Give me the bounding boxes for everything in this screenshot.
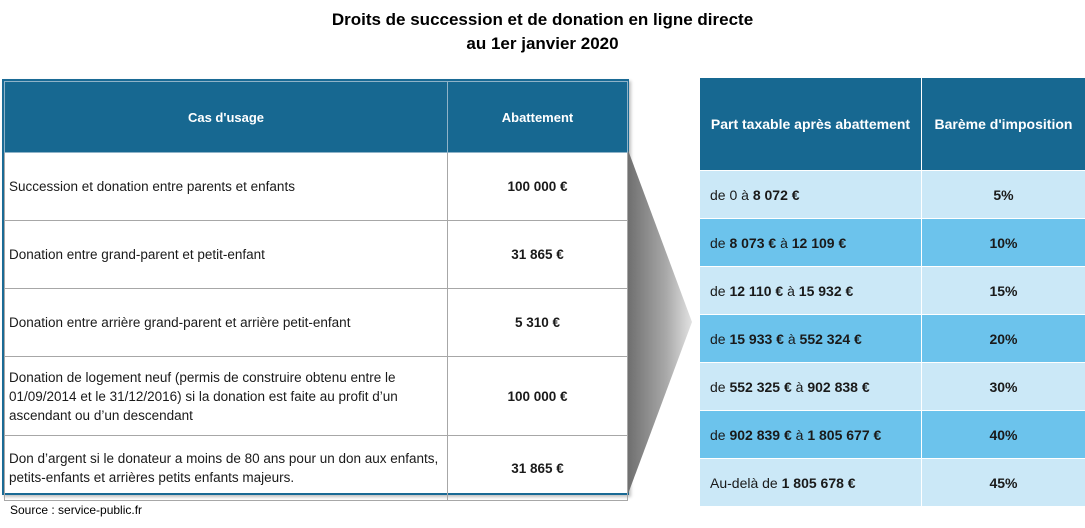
rate-cell: 30%: [922, 363, 1085, 411]
rate-cell: 5%: [922, 171, 1085, 219]
range-from: 902 839 €: [729, 426, 792, 443]
range-from: 552 325 €: [729, 378, 792, 395]
page-title: [0, 8, 1085, 56]
range-cell: [700, 411, 922, 459]
range-prefix: de: [710, 426, 730, 443]
range-to: 902 838 €: [807, 378, 870, 395]
range-mid: à: [791, 378, 808, 395]
header-cas-usage: Cas d'usage: [5, 82, 448, 153]
range-mid: à: [776, 234, 792, 251]
rate-cell: 20%: [922, 315, 1085, 363]
range-from: 15 933 €: [729, 330, 784, 347]
range-prefix: de: [710, 234, 730, 251]
table-row: [5, 289, 628, 357]
allowance-cell: 100 000 €: [448, 153, 628, 221]
range-cell: [700, 363, 922, 411]
range-mid: à: [791, 426, 808, 443]
table-row: [5, 221, 628, 289]
range-mid: à: [783, 330, 800, 347]
case-cell: Donation de logement neuf (permis de construire obtenu entre le 01/09/2014 et le 31/12/2016) si la donation est faite au profit d’un ascendant ou d’un descendant: [5, 357, 448, 436]
range-to: 12 109 €: [791, 234, 847, 251]
range-prefix: de 0 à: [710, 186, 753, 203]
range-to: 1 805 678 €: [781, 474, 856, 491]
title-line-2: au 1er janvier 2020: [466, 34, 619, 53]
case-cell: Donation entre grand-parent et petit-enfant: [5, 221, 448, 289]
range-to: 15 932 €: [798, 282, 854, 299]
table-row: [700, 219, 1085, 267]
range-mid: à: [783, 282, 799, 299]
range-from: 8 073 €: [729, 234, 777, 251]
rate-cell: 40%: [922, 411, 1085, 459]
range-to: 552 324 €: [799, 330, 862, 347]
range-cell: [700, 315, 922, 363]
range-prefix: de: [710, 378, 730, 395]
rate-cell: 10%: [922, 219, 1085, 267]
allowance-cell: 31 865 €: [448, 436, 628, 501]
table-row: [5, 153, 628, 221]
arrow-right-shape: [628, 150, 692, 494]
header-bareme: Barème d'imposition: [922, 78, 1085, 171]
range-to: 8 072 €: [752, 186, 800, 203]
table-row: [700, 171, 1085, 219]
case-cell: Don d’argent si le donateur a moins de 80 ans pour un don aux enfants, petits-enfants et arrières petits enfants majeurs.: [5, 436, 448, 501]
range-cell: [700, 267, 922, 315]
rate-cell: 15%: [922, 267, 1085, 315]
range-from: 12 110 €: [729, 282, 784, 299]
case-cell: Donation entre arrière grand-parent et arrière petit-enfant: [5, 289, 448, 357]
header-abattement: Abattement: [448, 82, 628, 153]
range-prefix: de: [710, 282, 730, 299]
header-part-taxable: Part taxable après abattement: [700, 78, 922, 171]
source-note: Source : service-public.fr: [10, 503, 143, 517]
range-cell: [700, 459, 922, 507]
table-row: [700, 411, 1085, 459]
table-row: [700, 459, 1085, 507]
range-prefix: Au-delà de: [710, 474, 782, 491]
rate-cell: 45%: [922, 459, 1085, 507]
tax-scale-table: [699, 77, 1085, 492]
allowance-cell: 5 310 €: [448, 289, 628, 357]
allowance-cell: 31 865 €: [448, 221, 628, 289]
title-line-1: Droits de succession et de donation en ligne directe: [331, 10, 754, 29]
table-row: [5, 357, 628, 436]
range-prefix: de: [710, 330, 730, 347]
case-cell: Succession et donation entre parents et enfants: [5, 153, 448, 221]
allowance-cell: 100 000 €: [448, 357, 628, 436]
allowance-table: [2, 79, 629, 495]
range-cell: [700, 171, 922, 219]
range-to: 1 805 677 €: [807, 426, 882, 443]
range-cell: [700, 219, 922, 267]
table-row: [700, 363, 1085, 411]
table-row: [5, 436, 628, 501]
table-row: [700, 267, 1085, 315]
table-row: [700, 315, 1085, 363]
